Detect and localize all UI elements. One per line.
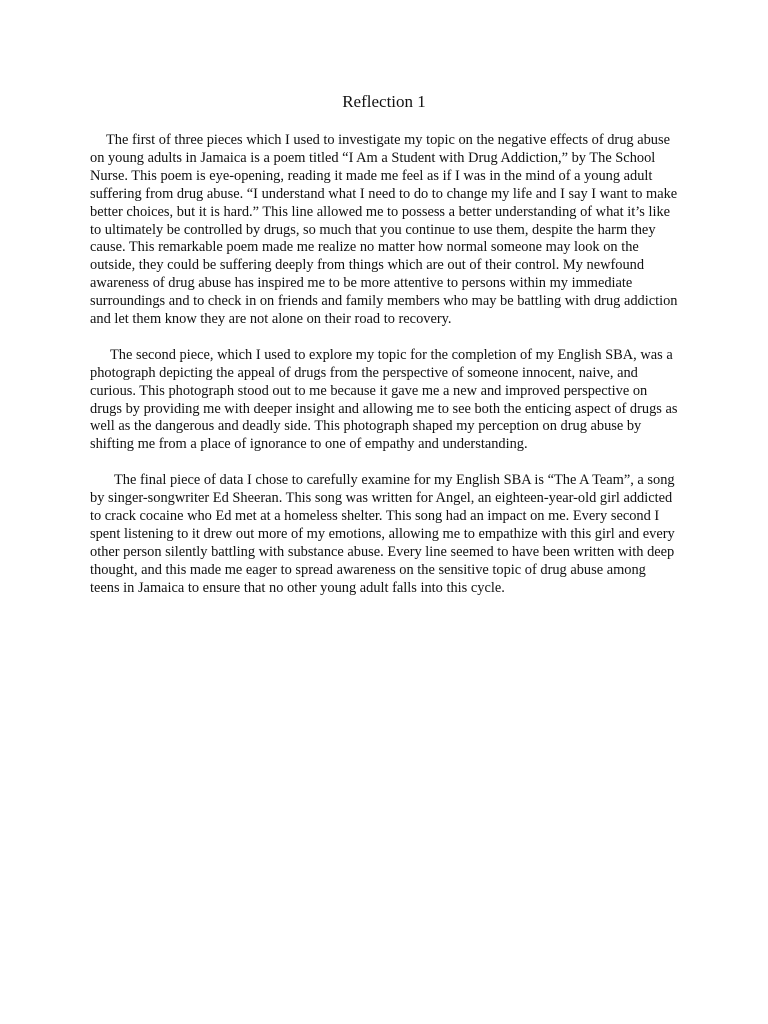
paragraph-1: The first of three pieces which I used to investigate my topic on the negative effects of drug abuse on young adults in Jamaica is a poem titled “I Am a Student with Drug Addiction,” by The School Nurse. This poem is eye-opening, reading it made me feel as if I was in the mind of a young adult suffering from drug abuse. “I understand what I need to do to change my life and I say I want to make better choices, but it is hard.” This line allowed me to possess a better understanding of what it’s like to ultimately be controlled by drugs, so much that you continue to use them, despite the harm they cause. This remarkable poem made me realize no matter how normal someone may look on the outside, they could be suffering deeply from things which are out of their control. My newfound awareness of drug abuse has inspired me to be more attentive to persons within my immediate surroundings and to check in on friends and family members who may be battling with drug addiction and let them know they are not alone on their road to recovery.	[90, 132, 678, 328]
paragraph-2: The second piece, which I used to explore my topic for the completion of my English SBA, was a photograph depicting the appeal of drugs from the perspective of someone innocent, naive, and curious. This photograph stood out to me because it gave me a new and improved perspective on drugs by providing me with deeper insight and allowing me to see both the enticing aspect of drugs as well as the dangerous and deadly side. This photograph shaped my perception on drug abuse by shifting me from a place of ignorance to one of empathy and understanding.	[90, 346, 678, 453]
document-body	[90, 132, 678, 615]
paragraph-3: The final piece of data I chose to carefully examine for my English SBA is “The A Team”, a song by singer-songwriter Ed Sheeran. This song was written for Angel, an eighteen-year-old girl addicted to crack cocaine who Ed met at a homeless shelter. This song had an impact on me. Every second I spent listening to it drew out more of my emotions, allowing me to empathize with this girl and every other person silently battling with substance abuse. Every line seemed to have been written with deep thought, and this made me eager to spread awareness on the sensitive topic of drug abuse among teens in Jamaica to ensure that no other young adult falls into this cycle.	[90, 472, 675, 596]
page-title: Reflection 1	[342, 92, 426, 111]
